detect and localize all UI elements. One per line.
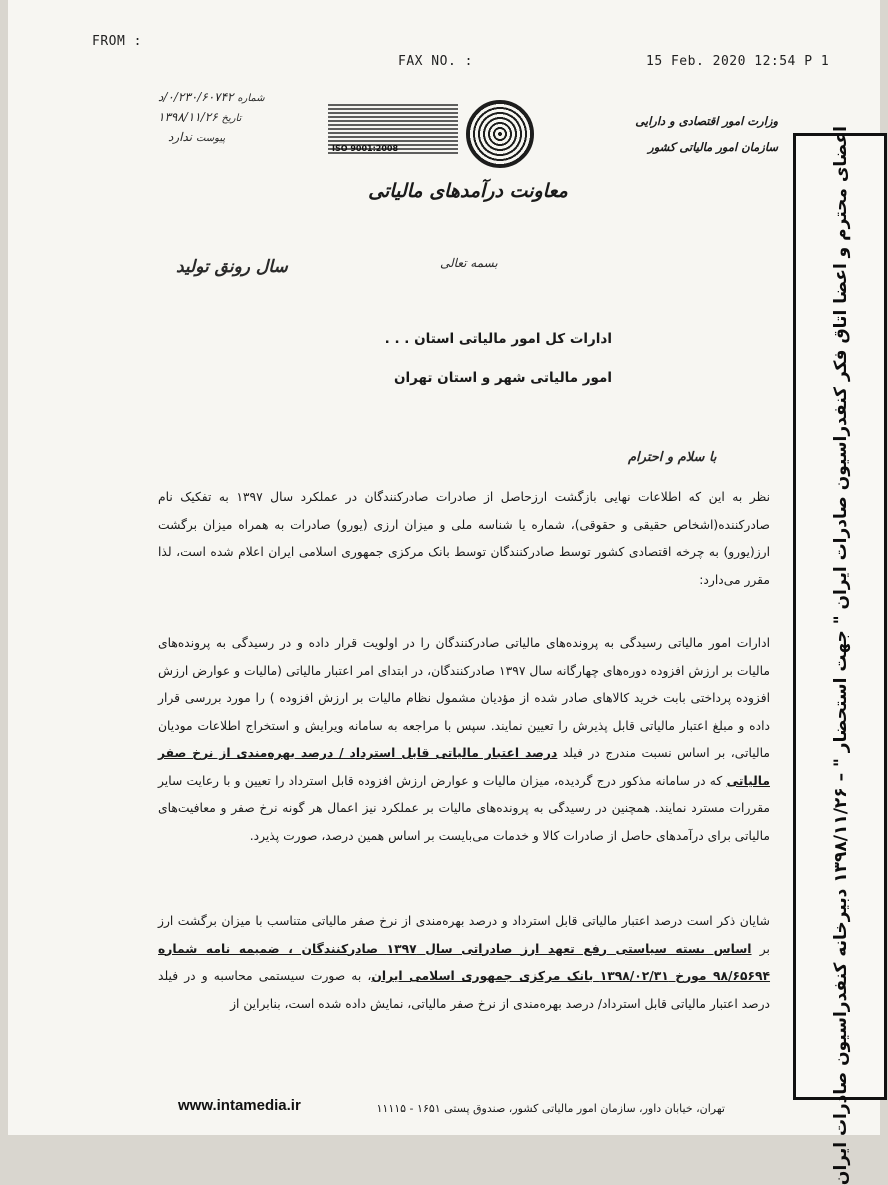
letter-number-row [158, 90, 273, 104]
iso-certification: ISO 9001:2008 [332, 144, 399, 153]
letter-attachment-label: پیوست [195, 133, 226, 144]
ministry-name: وزارت امور اقتصادی و دارایی [635, 114, 778, 128]
paragraph-3-text [158, 908, 770, 1018]
letter-number-value: ۰/۲۳۰/۶۰۷۴۲/د [158, 90, 234, 104]
organization-name: سازمان امور مالیاتی کشور [648, 140, 778, 154]
paragraph-2-part-b: که در سامانه مذکور درج گردیده، میزان مالیات و عوارض ارزش افزوده قابل استرداد را تعیین و با رعایت سایر مقررات مسترد نمایند. همچنین در رسیدگی به پرونده‌های مالیات بر عملکرد نیز اعمال هر گونه نرخ صفر و معافیت‌های مالیاتی برای درآمدهای حاصل از صادرات کالا و خدمات می‌بایست بر اساس همین درصد، صورت پذیرد. [158, 773, 770, 843]
letter-date-label: تاریخ [221, 113, 242, 124]
letter-date-value: ۱۳۹۸/۱۱/۲۶ [158, 110, 218, 124]
letter-attachment-value: ندارد [168, 130, 193, 144]
side-banner-box [793, 126, 887, 1185]
side-banner-text: اعضای محترم و اعضا اتاق فکر کنفدراسیون صادرات ایران " جهت استحضار " – ۱۳۹۸/۱۱/۲۶ دبیرخانه کنفدراسیون صادرات ایران [831, 126, 851, 1185]
paragraph-3-part-b: ، به صورت سیستمی محاسبه و در فیلد درصد اعتبار مالیاتی قابل استرداد/ درصد بهره‌مندی از نرخ صفر مالیاتی، نمایش داده شده است، بنابراین از [158, 969, 770, 1011]
paragraph-2-underlined-field: درصد اعتبار مالیاتی قابل استرداد / درصد بهره‌مندی از نرخ صفر مالیاتی [158, 746, 770, 788]
recipient-line-2: امور مالیاتی شهر و استان تهران [393, 370, 612, 386]
footer-address: تهران، خیابان داور، سازمان امور مالیاتی کشور، صندوق پستی ۱۶۵۱ - ۱۱۱۱۵ [376, 1102, 725, 1115]
body-paragraph-2 [158, 630, 770, 850]
fax-number-label: FAX NO. : [398, 54, 473, 69]
paragraph-3-part-a: شایان ذکر است درصد اعتبار مالیاتی قابل استرداد و درصد بهره‌مندی از نرخ صفر مالیاتی متناسب با میزان برگشت ارز بر [158, 914, 770, 956]
letter-date-row [158, 110, 273, 124]
letter-number-label: شماره [237, 93, 265, 104]
paragraph-3-underlined-reference: اساس بسته سیاستی رفع تعهد ارز صادراتی سال ۱۳۹۷ صادرکنندگان ، ضمیمه نامه شماره ۹۸/۶۵۶۹۴ مورخ ۱۳۹۸/۰۲/۳۱ بانک مرکزی جمهوری اسلامی ایران [158, 941, 771, 983]
year-slogan: سال رونق تولید [176, 257, 288, 277]
letterhead-logo [328, 100, 778, 162]
paragraph-1-text: نظر به این که اطلاعات نهایی بازگشت ارزحاصل از صادرات صادرکنندگان در عملکرد سال ۱۳۹۷ به تفکیک نام صادرکننده(اشخاص حقیقی و حقوقی)، شماره یا شناسه ملی و میزان ارزی (یورو) صادرات به همراه میزان برگشت ارز(یورو) به چرخه اقتصادی کشور توسط صادرکنندگان توسط بانک مرکزی جمهوری اسلامی ایران اعلام شده است، لذا مقرر می‌دارد: [158, 490, 770, 587]
fax-datetime-page: 15 Feb. 2020 12:54 P 1 [646, 54, 830, 69]
organization-seal-icon [466, 100, 534, 168]
fax-from-label: FROM : [92, 34, 142, 49]
body-paragraph-1 [158, 484, 770, 594]
fax-document-page [8, 0, 880, 1185]
greeting: با سلام و احترام [628, 450, 717, 465]
paragraph-2-part-a: ادارات امور مالیاتی رسیدگی به پرونده‌های مالیاتی صادرکنندگان را در اولویت قرار داده و در رسیدگی به پرونده‌های مالیات بر ارزش افزوده دوره‌های چهارگانه سال ۱۳۹۷ صادرکنندگان، در ابتدای امر اعتبار مالیاتی (مالیات و عوارض ارزش افزوده پرداختی بابت خرید کالاهای صادر شده از مؤدیان مشمول نظام مالیات بر ارزش افزوده ) را مورد بررسی قرار داده و مبلغ اعتبار مالیاتی قابل پذیرش را تعیین نمایند. سپس با مراجعه به سامانه ویرایش و استخراج اطلاعات مودیان مالیاتی، بر اساس نسبت مندرج در فیلد [158, 636, 770, 760]
basmala: بسمه تعالی [440, 256, 498, 270]
body-paragraph-3 [158, 908, 770, 1018]
letter-attachment-row [168, 130, 273, 144]
recipient-line-1: ادارات کل امور مالیاتی استان . . . [384, 331, 612, 347]
footer-website: www.intamedia.ir [178, 1097, 301, 1114]
deputy-title: معاونت درآمدهای مالیاتی [368, 180, 568, 202]
paragraph-2-text [158, 630, 770, 850]
